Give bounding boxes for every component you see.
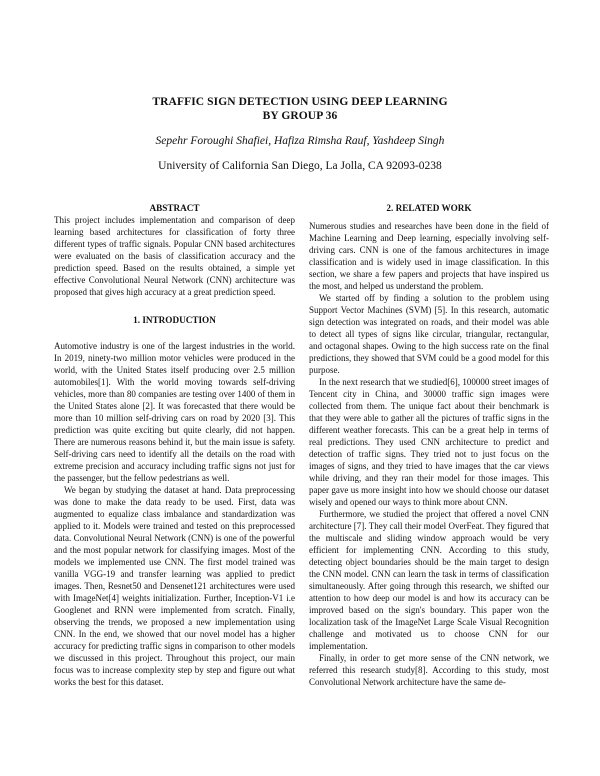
title-line-2: BY GROUP 36 [262,110,338,122]
related-paragraph-5: Finally, in order to get more sense of the CNN network, we referred this research study[8]. According to this study, most Convolutional Network architecture have the same de- [309,653,549,687]
abstract-heading: ABSTRACT [149,203,200,213]
intro-paragraph-1: Automotive industry is one of the largest industries in the world. In 2019, ninety-two million motor vehicles were produced in the world, with the United States itself producing over 2.5 million automobiles[1]. With the world moving towards self-driving vehicles, more than 80 companies are testing over 1400 of them in the United States alone [2]. It was forecasted that there would be more than 10 million self-driving cars on road by 2020 [3]. This prediction was quite exciting but quite clearly, did not happen. There are numerous reasons behind it, but the main issue is safety. Self-driving cars need to identify all the details on the road with extreme precision and accuracy including traffic signs not just for the passenger, but the fellow pedestrians as well. [54,341,295,483]
related-work-heading: 2. RELATED WORK [386,203,472,213]
intro-paragraph-2: We began by studying the dataset at hand. Data preprocessing was done to make the data ready to be used. First, data was augmented to equalize class imbalance and standardization was applied to it. Models were trained and tested on this preprocessed data. Convolutional Neural Network (CNN) is one of the powerful and the most popular network for classifying images. Most of the models we implemented use CNN. The first model trained was vanilla VGG-19 and transfer learning was applied to predict images. Then, Resnet50 and Densenet121 architectures were used with ImageNet[4] weights initialization. Further, Inception-V1 i.e Googlenet and RNN were implemented from scratch. Finally, observing the trends, we proposed a new implementation using CNN. In the end, we showed that our novel model has a higher accuracy for predicting traffic signs in comparison to other models we discussed in this project. Throughout this project, our main focus was to increase complexity step by step and figure out what works the best for this dataset. [54,485,295,687]
related-paragraph-2: We started off by finding a solution to the problem using Support Vector Machines (SVM) [5]. In this research, automatic sign detection was integrated on roads, and their model was able to detect all types of signs like circular, triangular, rectangular, and octagonal shapes. Owing to the high success rate on the final predictions, they showed that SVM could be a good model for this purpose. [309,293,549,375]
left-column [54,202,295,688]
author-list: Sepehr Foroughi Shafiei, Hafiza Rimsha Rauf, Yashdeep Singh [155,135,445,147]
abstract-text: This project includes implementation and comparison of deep learning based architectures for classification of forty three different types of traffic signals. Popular CNN based architectures were evaluated on the basis of classification accuracy and the prediction speed. Based on the results obtained, a simple yet effective Convolutional Neural Network (CNN) architecture was proposed that gives high accuracy at a great prediction speed. [54,215,295,297]
introduction-heading: 1. INTRODUCTION [133,315,216,325]
paper-title [60,95,540,123]
title-line-1: TRAFFIC SIGN DETECTION USING DEEP LEARNING [152,96,448,108]
right-column [309,202,549,688]
affiliation: University of California San Diego, La Jolla, CA 92093-0238 [158,160,442,172]
related-paragraph-4: Furthermore, we studied the project that offered a novel CNN architecture [7]. They call their model OverFeat. They figured that the multiscale and sliding window approach would be very efficient for implementing CNN. According to this study, detecting object boundaries should be the main target to design the CNN model. CNN can learn the task in terms of classification simultaneously. After going through this research, we shifted our attention to how deep our model is and how its accuracy can be improved based on the sign's boundary. This paper won the localization task of the ImageNet Large Scale Visual Recognition challenge and motivated us to choose CNN for our implementation. [309,509,549,651]
related-paragraph-3: In the next research that we studied[6], 100000 street images of Tencent city in China, and 30000 traffic sign images were collected from them. The unique fact about their benchmark is that they were able to gather all the pictures of traffic signs in the different weather forecasts. This can be a great help in terms of real predictions. They used CNN architecture to predict and detection of traffic signs. They tried not to just focus on the images of signs, and they tried to have images that the car views while driving, and they ran their model for those images. This paper gave us more insight into how we should choose our dataset wisely and opened our ways to think more about CNN. [309,377,549,507]
related-paragraph-1: Numerous studies and researches have been done in the field of Machine Learning and Deep learning, especially involving self-driving cars. CNN is one of the famous architectures in image classification and is widely used in image classification. In this section, we share a few papers and projects that have inspired us the most, and helped us understand the problem. [309,221,549,291]
